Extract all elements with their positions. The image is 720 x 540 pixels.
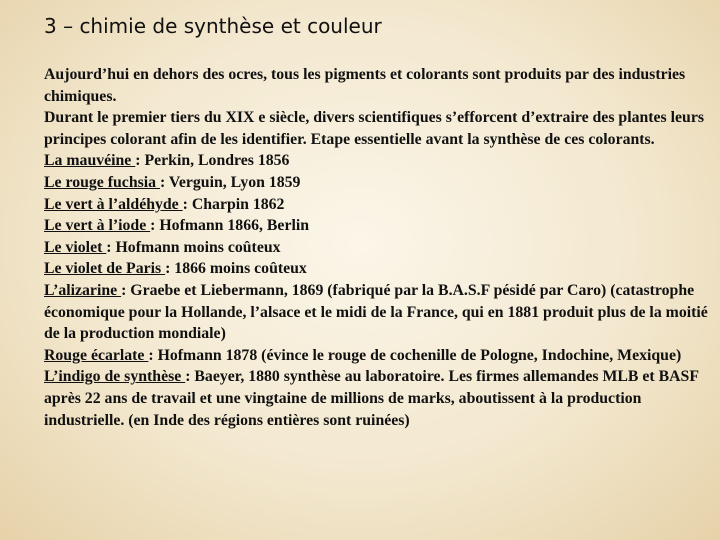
dye-detail: : Baeyer, 1880 synthèse au laboratoire. Les firmes allemandes MLB et BASF après 22 ans de travail et une vingtaine de millions de marks, aboutissent à la production industrielle. (en Inde des régions entières sont ruinées)	[44, 368, 699, 429]
dye-entry	[44, 280, 716, 345]
dye-name: Le violet de Paris	[44, 260, 166, 278]
dye-name: Le vert à l’iode	[44, 217, 151, 235]
dye-entry	[44, 215, 716, 237]
slide-title: 3 – chimie de synthèse et couleur	[44, 14, 382, 38]
intro-paragraph: Durant le premier tiers du XIX e siècle, divers scientifiques s’efforcent d’extraire des plantes leurs principes colorant afin de les identifier. Etape essentielle avant la synthèse de ces colorants.	[44, 109, 704, 148]
dye-name: L’indigo de synthèse	[44, 368, 186, 386]
dye-name: Rouge écarlate	[44, 346, 149, 364]
dye-name: Le vert à l’aldéhyde	[44, 195, 183, 213]
dye-detail: : 1866 moins coûteux	[165, 260, 307, 278]
dye-entry	[44, 366, 716, 431]
dye-detail: : Hofmann 1878 (évince le rouge de cochenille de Pologne, Indochine, Mexique)	[148, 346, 682, 364]
dye-detail: : Hofmann moins coûteux	[106, 238, 281, 256]
dye-detail: : Charpin 1862	[182, 195, 285, 213]
dye-detail: : Graebe et Liebermann, 1869 (fabriqué par la B.A.S.F pésidé par Caro) (catastrophe économique pour la Hollande, l’alsace et le midi de la France, qui en 1881 produit plus de la moitié de la production mondiale)	[44, 281, 708, 343]
dye-name: Le rouge fuchsia	[44, 173, 160, 191]
dye-entry	[44, 194, 716, 216]
dye-detail: : Verguin, Lyon 1859	[160, 173, 301, 191]
slide-body	[44, 64, 716, 431]
dye-entry	[44, 172, 716, 194]
dye-name: La mauvéine	[44, 152, 136, 170]
dye-entry	[44, 345, 716, 367]
dye-detail: : Perkin, Londres 1856	[135, 152, 290, 170]
dye-detail: : Hofmann 1866, Berlin	[150, 217, 310, 235]
intro-paragraph: Aujourd’hui en dehors des ocres, tous les pigments et colorants sont produits par des industries chimiques.	[44, 66, 686, 105]
dye-name: Le violet	[44, 238, 107, 256]
dye-entry	[44, 237, 716, 259]
dye-name: L’alizarine	[44, 281, 122, 299]
dye-entry	[44, 150, 716, 172]
dye-entry	[44, 258, 716, 280]
